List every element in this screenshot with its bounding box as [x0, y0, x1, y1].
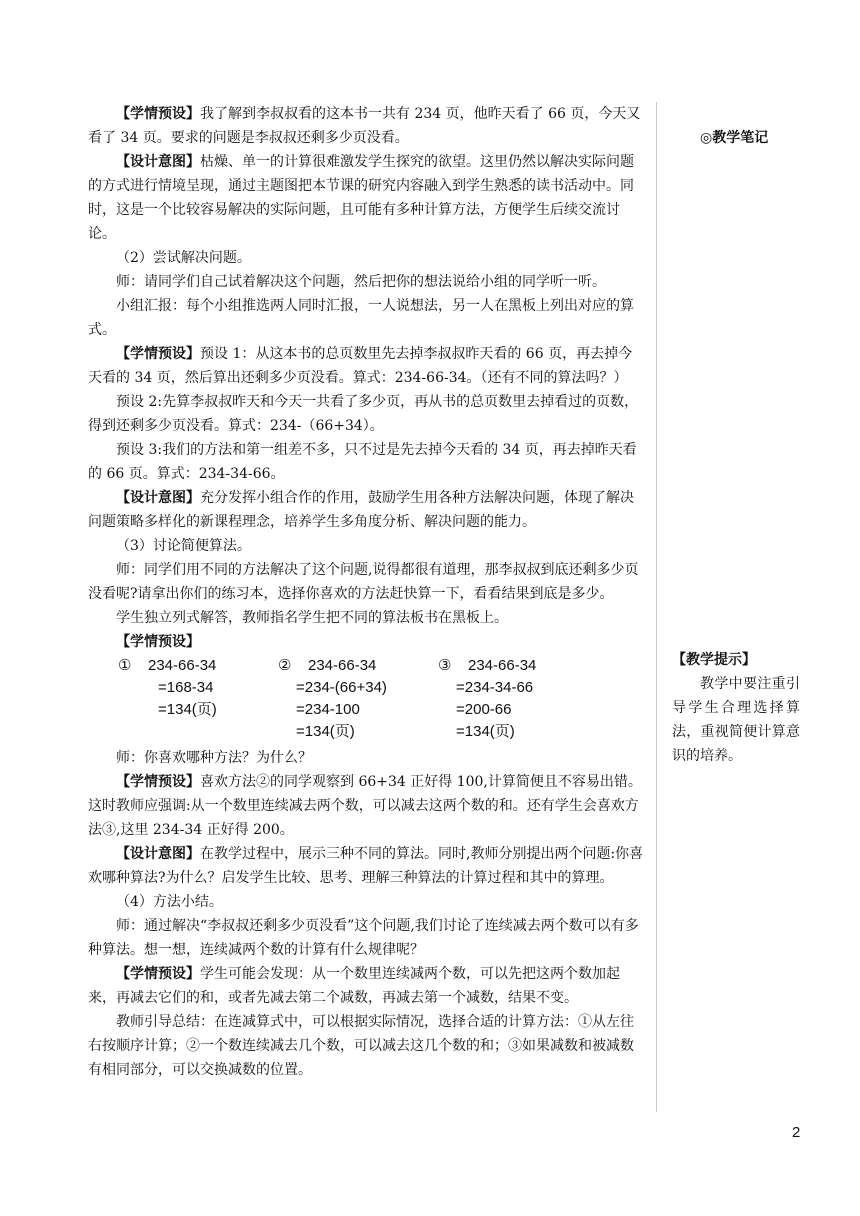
teaching-tip	[672, 648, 800, 768]
method-1-mark: ①	[118, 657, 132, 674]
paragraph: 【设计意图】枯燥、单一的计算很难激发学生探究的欲望。这里仍然以解决实际问题的方式进行情境呈现，通过主题图把本节课的研究内容融入到学生熟悉的读书活动中。同时，这是一个比较容易解决的实际问题，且可能有多种计算方法，方便学生后续交流讨论。	[88, 154, 634, 242]
method-2-mark: ②	[278, 657, 292, 674]
paragraph: 师：通过解决“李叔叔还剩多少页没看”这个问题,我们讨论了连续减去两个数可以有多种算法。想一想，连续减两个数的计算有什么规律呢？	[88, 918, 639, 958]
column-divider	[656, 102, 657, 1112]
paragraph: 师：你喜欢哪种方法？为什么？	[116, 750, 312, 766]
paragraph: 学生独立列式解答，教师指名学生把不同的算法板书在黑板上。	[116, 610, 508, 626]
teaching-notes-heading: ◎教学笔记	[700, 130, 769, 146]
calc-line: 234-66-34	[148, 657, 217, 674]
calc-line: =234-(66+34)	[296, 679, 387, 696]
page-number: 2	[792, 1124, 801, 1141]
teaching-tip-title: 【教学提示】	[672, 652, 756, 668]
paragraph: 小组汇报：每个小组推选两人同时汇报，一人说想法，另一人在黑板上列出对应的算式。	[88, 298, 634, 338]
calculation-methods	[88, 654, 646, 742]
teaching-tip-body: 教学中要注重引导学生合理选择算法，重视简便计算意识的培养。	[672, 676, 800, 764]
main-column	[88, 102, 646, 1082]
calc-line: =134(页)	[456, 723, 515, 740]
paragraph: 【学情预设】学生可能会发现：从一个数里连续减两个数，可以先把这两个数加起来，再减去它们的和，或者先减去第二个减数，再减去第一个减数，结果不变。	[88, 966, 620, 1006]
calc-line: =200-66	[456, 701, 512, 718]
calc-line: =234-34-66	[456, 679, 534, 696]
paragraph: 【设计意图】在教学过程中，展示三种不同的算法。同时,教师分别提出两个问题:你喜欢哪种算法?为什么？启发学生比较、思考、理解三种算法的计算过程和其中的算理。	[88, 846, 644, 886]
paragraph: 师：请同学们自己试着解决这个问题，然后把你的想法说给小组的同学听一听。	[116, 274, 606, 290]
paragraph: 【学情预设】我了解到李叔叔看的这本书一共有 234 页，他昨天看了 66 页，今天又看了 34 页。要求的问题是李叔叔还剩多少页没看。	[88, 106, 641, 146]
paragraph: 【学情预设】	[116, 634, 200, 650]
paragraph: （3）讨论简便算法。	[116, 538, 251, 554]
method-3-mark: ③	[438, 657, 452, 674]
paragraph: （4）方法小结。	[116, 894, 223, 910]
calc-line: =234-100	[296, 701, 360, 718]
paragraph: （2）尝试解决问题。	[116, 250, 251, 266]
calc-line: 234-66-34	[468, 657, 537, 674]
paragraph: 预设 3:我们的方法和第一组差不多，只不过是先去掉今天看的 34 页，再去掉昨天看的 66 页。算式：234-34-66。	[88, 442, 637, 482]
paragraph: 【设计意图】充分发挥小组合作的作用，鼓励学生用各种方法解决问题，体现了解决问题策略多样化的新课程理念，培养学生多角度分析、解决问题的能力。	[88, 490, 634, 530]
calc-line: =168-34	[158, 679, 214, 696]
paragraph: 教师引导总结：在连减算式中，可以根据实际情况，选择合适的计算方法：①从左往右按顺序计算；②一个数连续减去几个数，可以减去这几个数的和；③如果减数和被减数有相同部分，可以交换减数的位置。	[88, 1014, 634, 1078]
paragraph: 师：同学们用不同的方法解决了这个问题,说得都很有道理，那李叔叔到底还剩多少页没看呢?请拿出你们的练习本，选择你喜欢的方法赶快算一下，看看结果到底是多少。	[88, 562, 639, 602]
paragraph: 【学情预设】喜欢方法②的同学观察到 66+34 正好得 100,计算简便且不容易出错。这时教师应强调:从一个数里连续减去两个数，可以减去这两个数的和。还有学生会喜欢方法③,这里 234-34 正好得 200。	[88, 774, 642, 838]
calc-line: 234-66-34	[308, 657, 377, 674]
paragraph: 预设 2:先算李叔叔昨天和今天一共看了多少页，再从书的总页数里去掉看过的页数，得到还剩多少页没看。算式：234-（66+34）。	[88, 394, 639, 434]
paragraph: 【学情预设】预设 1：从这本书的总页数里先去掉李叔叔昨天看的 66 页，再去掉今天看的 34 页，然后算出还剩多少页没看。算式：234-66-34。（还有不同的算法吗？）	[88, 346, 633, 386]
calc-line: =134(页)	[158, 701, 217, 718]
calc-line: =134(页)	[296, 723, 355, 740]
